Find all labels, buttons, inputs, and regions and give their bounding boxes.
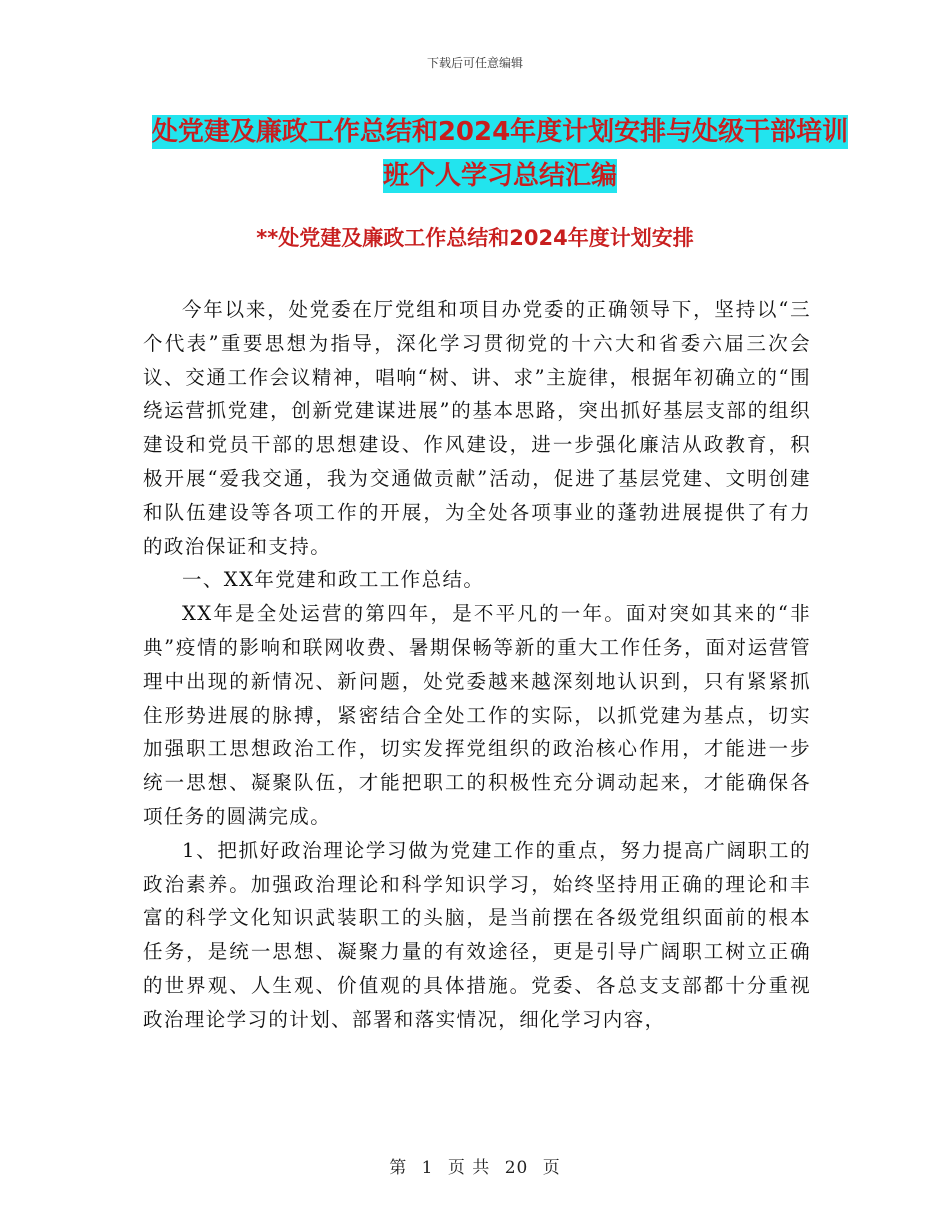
- footer-total-pages: 20: [504, 1158, 529, 1178]
- paragraph-year-summary: XX年是全处运营的第四年，是不平凡的一年。面对突如其来的“非典”疫情的影响和联网收费、暑期保畅等新的重大工作任务，面对运营管理中出现的新情况、新问题，处党委越来越深刻地认识到，只有紧紧抓住形势进展的脉搏，紧密结合全处工作的实际，以抓党建为基点，切实加强职工思想政治工作，切实发挥党组织的政治核心作用，才能进一步统一思想、凝聚队伍，才能把职工的积极性充分调动起来，才能确保各项任务的圆满完成。: [143, 602, 811, 828]
- footer-prefix: 第: [389, 1158, 408, 1178]
- document-body: [143, 293, 811, 1037]
- document-title: [150, 110, 850, 198]
- header-note: 下载后可任意编辑: [426, 56, 523, 70]
- footer-suffix: 页: [542, 1158, 561, 1178]
- footer-middle: 页 共: [447, 1158, 491, 1178]
- page-footer: [0, 1153, 950, 1178]
- paragraph-point-1: 1、把抓好政治理论学习做为党建工作的重点，努力提高广阔职工的政治素养。加强政治理论和科学知识学习，始终坚持用正确的理论和丰富的科学文化知识武装职工的头脑，是当前摆在各级党组织面前的根本任务，是统一思想、凝聚力量的有效途径，更是引导广阔职工树立正确的世界观、人生观、价值观的具体措施。党委、各总支支部都十分重视政治理论学习的计划、部署和落实情况，细化学习内容，: [143, 838, 811, 1031]
- section-subtitle: **处党建及廉政工作总结和2024年度计划安排: [256, 226, 694, 250]
- document-title-text: 处党建及廉政工作总结和2024年度计划安排与处级干部培训班个人学习总结汇编: [151, 117, 849, 191]
- paragraph-heading-1: 一、XX年党建和政工工作总结。: [182, 568, 485, 592]
- paragraph-intro: 今年以来，处党委在厅党组和项目办党委的正确领导下，坚持以“三个代表”重要思想为指导，深化学习贯彻党的十六大和省委六届三次会议、交通工作会议精神，唱响“树、讲、求”主旋律，根据年初确立的“围绕运营抓党建，创新党建谋进展”的基本思路，突出抓好基层支部的组织建设和党员干部的思想建设、作风建设，进一步强化廉洁从政教育，积极开展“爱我交通，我为交通做贡献”活动，促进了基层党建、文明创建和队伍建设等各项工作的开展，为全处各项事业的蓬勃进展提供了有力的政治保证和支持。: [143, 298, 811, 558]
- footer-current-page: 1: [421, 1158, 434, 1178]
